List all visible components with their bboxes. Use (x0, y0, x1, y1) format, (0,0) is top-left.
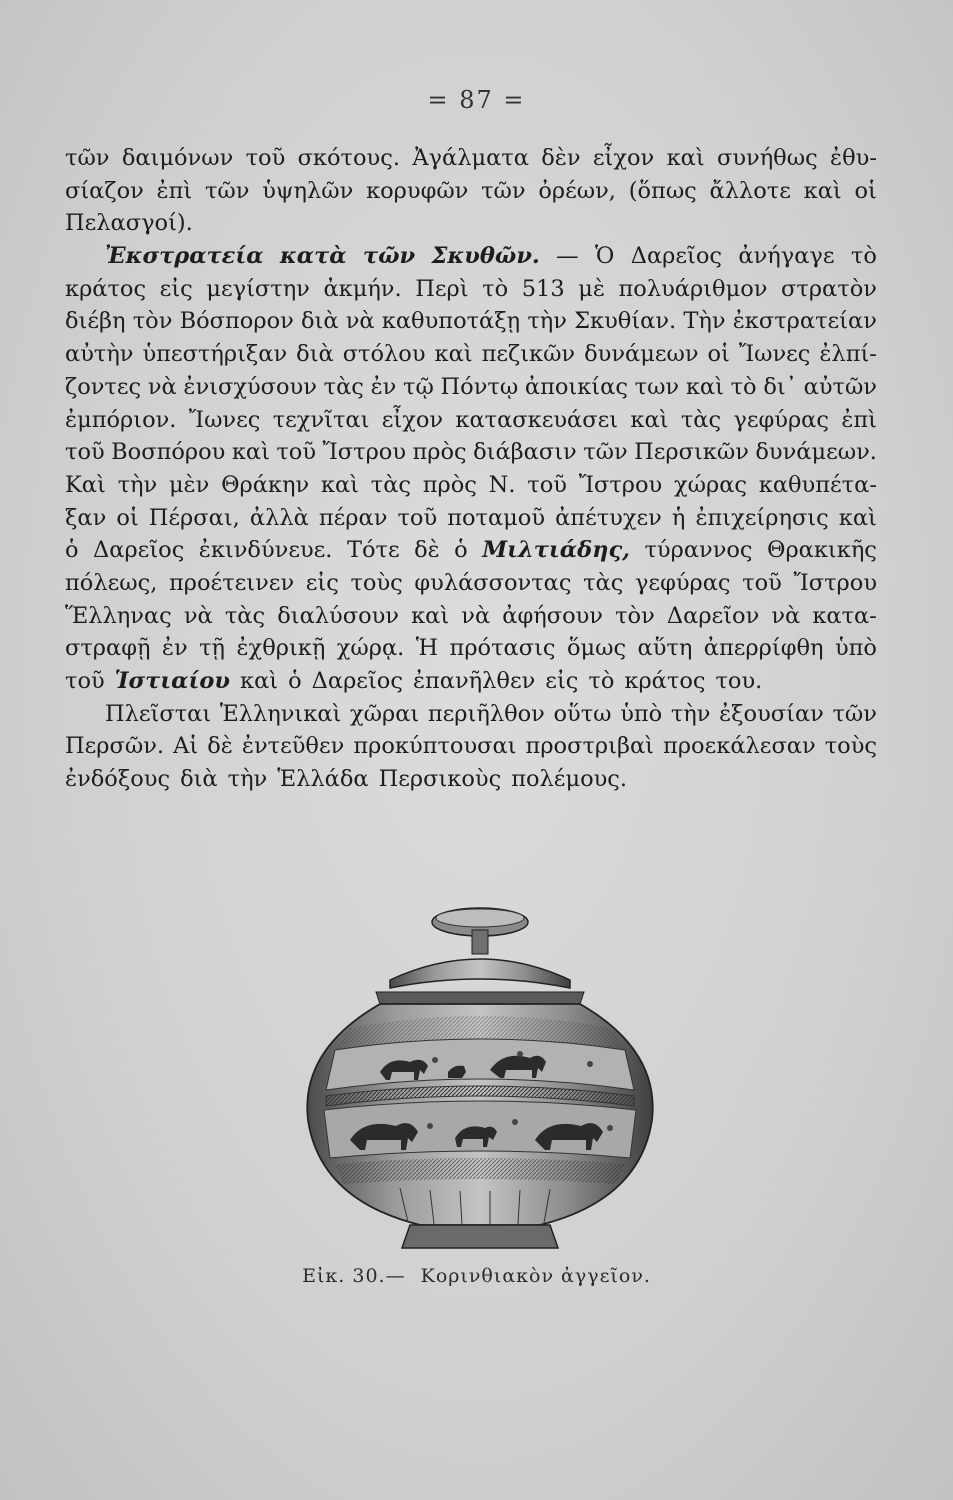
word: καὶ (685, 373, 724, 400)
word: εἰς (159, 275, 193, 302)
word: τῶν (832, 700, 877, 727)
word: Θράκην (221, 471, 310, 498)
word: δὲ (414, 537, 440, 564)
word: εἶχον (592, 145, 655, 171)
word: ἀπέτυχεν (555, 504, 662, 531)
word: των (634, 373, 680, 400)
corinthian-vase-illustration (280, 900, 680, 1260)
word: τοῦ (397, 504, 438, 531)
word: διάβασιν (473, 439, 577, 466)
text-line-15 (65, 600, 877, 633)
word: ὑψηλῶν (262, 177, 354, 204)
word: καὶ (803, 177, 842, 204)
word: πρὸς (412, 439, 467, 466)
word: εἰς (545, 668, 579, 694)
word: ὑπὸ (834, 635, 877, 662)
text-line-6 (65, 305, 877, 338)
text-line-20 (65, 763, 877, 796)
word: πρὸς (422, 471, 477, 498)
word: σίαζον (65, 177, 144, 204)
word: τῇ (199, 635, 226, 662)
text-line-17 (65, 665, 877, 698)
word: καὶ (434, 341, 473, 368)
word: τὰς (323, 373, 364, 400)
word: μεγίστην (206, 275, 310, 302)
word: ἀποικίας (524, 373, 628, 400)
word: καθυποτάξῃ (381, 308, 521, 335)
word: διὰ (300, 308, 339, 335)
word: τοῦ (276, 439, 317, 466)
word: πολέμους. (511, 766, 628, 793)
word: χώρας (673, 471, 747, 498)
word: τὸ (482, 275, 509, 302)
word: ὑπεστήριξαν (142, 341, 288, 368)
word: Βόσπορον (179, 308, 294, 335)
text-line-19 (65, 730, 877, 763)
word: ἐν (370, 373, 397, 400)
word: τεχνῖται (272, 406, 370, 433)
word: Θρακικῆς (767, 537, 877, 564)
word: ἐνισχύσουν (183, 373, 317, 400)
word: καὶ (630, 406, 669, 433)
word: διαλύσουν (277, 602, 399, 629)
word: διέβη (65, 308, 126, 335)
word: ἀκμήν. (323, 275, 402, 302)
word: Πελασγοί). (65, 210, 193, 237)
word: τὰς (680, 406, 722, 433)
word: μὲν (168, 471, 210, 498)
word: ἐθυ- (830, 145, 877, 171)
page-number: = 87 = (427, 86, 526, 114)
word: νὰ (771, 602, 801, 629)
word: διὰ (296, 341, 334, 368)
word: ἀνήγαγε (738, 243, 835, 270)
word: φυλάσσοντας (414, 569, 572, 596)
word: ξαν (65, 504, 107, 531)
word: πέραν (318, 504, 388, 531)
word: Ἕλληνας (65, 602, 172, 629)
word: Περσῶν. (65, 733, 165, 760)
word: κατα- (812, 602, 877, 629)
text-line-8 (65, 371, 877, 404)
word: προέτεινεν (168, 569, 295, 596)
word: τοῦ (245, 145, 286, 171)
section-heading-line (65, 240, 877, 273)
word: ὁ (65, 537, 79, 564)
word: ἐμπόριον. (65, 406, 177, 433)
word: αὐτῶν (803, 373, 877, 400)
word: ὁ (454, 537, 468, 564)
word: πεζικῶν (481, 341, 576, 368)
word: τοῦ (742, 569, 782, 596)
word: οἱ (854, 177, 877, 204)
word: Ἴωνες (188, 406, 261, 433)
word: Περὶ (415, 275, 469, 302)
word: Μιλτιάδης, (482, 537, 630, 564)
word: Σκυθίαν. (574, 308, 677, 335)
word: εἶχον (381, 406, 444, 433)
word: ἡ (671, 504, 686, 531)
word: τὴν (117, 471, 158, 498)
word: ποταμοῦ (447, 504, 546, 531)
word: χῶραι (349, 700, 420, 727)
word: Πόντῳ (440, 373, 519, 400)
word: αὕτη (637, 635, 693, 662)
word: ἐπιχείρησις (695, 504, 829, 531)
word: Δαρεῖος (630, 243, 723, 270)
word: προεκάλεσαν (663, 733, 816, 760)
word: τὰς (224, 602, 266, 629)
text-line-1 (65, 142, 877, 175)
word: προστριβαὶ (525, 733, 654, 760)
text-line-2 (65, 175, 877, 208)
text-line-14 (65, 567, 877, 600)
text-line-16 (65, 632, 877, 665)
word: Ἐκστρατεία (105, 243, 264, 270)
word: στραφῇ (65, 635, 151, 662)
word: προκύπτουσαι (353, 733, 517, 760)
word: κράτος (624, 668, 706, 694)
word: ζοντες (65, 373, 142, 400)
word: Ἱστιαίου (114, 668, 230, 694)
word: Ἴωνες (738, 341, 811, 368)
word: δὲν (541, 145, 581, 171)
word: πόλεως, (65, 569, 158, 596)
word: δυνάμεων. (755, 439, 877, 466)
word: ἐκστρατείαν (732, 308, 877, 335)
word: ὁ (288, 668, 302, 694)
figure-number: Εἰκ. 30.— (302, 1265, 406, 1287)
text-line-5 (65, 273, 877, 306)
word: Ἴστρου (578, 471, 663, 498)
word: τοὺς (824, 733, 877, 760)
text-line-3 (65, 207, 877, 240)
word: Καὶ (65, 471, 106, 498)
word: (ὅπως (628, 177, 697, 204)
word: τὴν (227, 766, 268, 793)
word: κορυφῶν (366, 177, 469, 204)
word: ἐντεῦθεν (241, 733, 345, 760)
word: 513 (521, 275, 565, 302)
word: τὸ (588, 668, 615, 694)
word: ἀλλὰ (249, 504, 309, 531)
word: Ἴστρου (793, 569, 877, 596)
word: Ν. (488, 471, 516, 498)
word: εἰς (305, 569, 339, 596)
word: ἐχθρικῇ (236, 635, 326, 662)
word: κατὰ (279, 243, 347, 270)
word: Ἀγάλματα (412, 145, 529, 171)
word: τὰς (583, 569, 624, 596)
word: τῶν (583, 439, 628, 466)
word: γεφύρας (634, 569, 731, 596)
word: περιῆλθον (427, 700, 545, 727)
word: ἀφήσουν (502, 602, 603, 629)
word: τὸ (850, 243, 877, 270)
text-line-12 (65, 502, 877, 535)
word: Ὁ (595, 243, 615, 270)
text-line-9 (65, 404, 877, 437)
word: ἄλλοτε (709, 177, 791, 204)
word: Πέρσαι, (148, 504, 240, 531)
word: τῶν (204, 177, 250, 204)
word: τὴν (670, 700, 711, 727)
word: καὶ (411, 602, 450, 629)
word: στρατὸν (781, 275, 877, 302)
word: συνήθως (716, 145, 818, 171)
word: καὶ (231, 439, 270, 466)
word: τοῦ (65, 439, 105, 466)
word: Βοσπόρου (111, 439, 226, 466)
word: ὅμως (566, 635, 627, 662)
word: νὰ (147, 373, 177, 400)
word: τὸν (132, 308, 173, 335)
word: Δαρεῖος (93, 537, 185, 564)
word: τῶν (481, 177, 526, 204)
word: δυνάμεων (584, 341, 699, 368)
word: Τὴν (683, 308, 726, 335)
word: δὲ (207, 733, 233, 760)
word: αὐτὴν (65, 341, 134, 368)
word: ἐξουσίαν (719, 700, 824, 727)
word: ὀρέων, (538, 177, 616, 204)
word: Περσικῶν (634, 439, 749, 466)
word: — (556, 243, 579, 270)
word: Ἑλληνικαὶ (219, 700, 342, 727)
word: Τότε (346, 537, 400, 564)
word: οἱ (707, 341, 730, 368)
word: γεφύρας (733, 406, 829, 433)
word: Ἴστρου (322, 439, 407, 466)
text-line-13 (65, 534, 877, 567)
word: Περσικοὺς (378, 766, 502, 793)
text-line-10 (65, 436, 877, 469)
body-text (65, 142, 877, 796)
word: ἐλπί- (819, 341, 877, 368)
word: Πλεῖσται (105, 700, 212, 727)
word: τὸν (615, 602, 655, 629)
word: ἐπὶ (156, 177, 193, 204)
word: καὶ (838, 504, 877, 531)
word: Αἱ (173, 733, 199, 760)
word: στόλου (342, 341, 426, 368)
word: τοῦ (527, 471, 567, 498)
word: τὰς (370, 471, 411, 498)
vase-drawing (280, 900, 680, 1260)
word: διὰ (180, 766, 218, 793)
word: πολυάριθμον (618, 275, 768, 302)
word: καὶ (666, 145, 705, 171)
word: σκότους. (297, 145, 400, 171)
word: ὑπὸ (620, 700, 663, 727)
word: ἀπερρίφθη (703, 635, 824, 662)
word: ἐπανῆλθεν (412, 668, 536, 694)
text-line-18 (65, 698, 877, 731)
word: τοὺς (350, 569, 403, 596)
word: ἐν (161, 635, 188, 662)
word: Σκυθῶν. (431, 243, 540, 270)
text-line-11 (65, 469, 877, 502)
word: καθυπέτα- (758, 471, 877, 498)
word: νὰ (183, 602, 213, 629)
word: κράτος (65, 275, 147, 302)
word: τῶν (362, 243, 416, 270)
word: του. (715, 668, 763, 694)
word: νὰ (461, 602, 491, 629)
text-line-7 (65, 338, 877, 371)
word: νὰ (345, 308, 375, 335)
word: Δαρεῖος (311, 668, 403, 694)
figure-caption (0, 1265, 953, 1287)
word: τοῦ (65, 668, 105, 694)
word: ἐκινδύνευε. (198, 537, 333, 564)
word: δι᾿ (763, 373, 797, 400)
word: καὶ (240, 668, 279, 694)
word: Ἡ (415, 635, 439, 662)
word: τὴν (527, 308, 567, 335)
word: τῶν (65, 145, 110, 171)
word: οὕτω (553, 700, 612, 727)
word: οἱ (116, 504, 139, 531)
word: τῷ (403, 373, 434, 400)
word: ἐπὶ (841, 406, 877, 433)
word: πρότασις (449, 635, 556, 662)
word: Δαρεῖον (666, 602, 760, 629)
word: ἐνδόξους (65, 766, 171, 793)
word: χώρᾳ. (336, 635, 405, 662)
word: τύραννος (644, 537, 753, 564)
word: τὸ (730, 373, 757, 400)
word: καὶ (320, 471, 359, 498)
word: δαιμόνων (121, 145, 234, 171)
word: μὲ (578, 275, 605, 302)
word: Ἑλλάδα (277, 766, 369, 793)
figure-title: Κορινθιακὸν ἀγγεῖον. (420, 1265, 651, 1287)
word: κατασκευάσει (455, 406, 619, 433)
